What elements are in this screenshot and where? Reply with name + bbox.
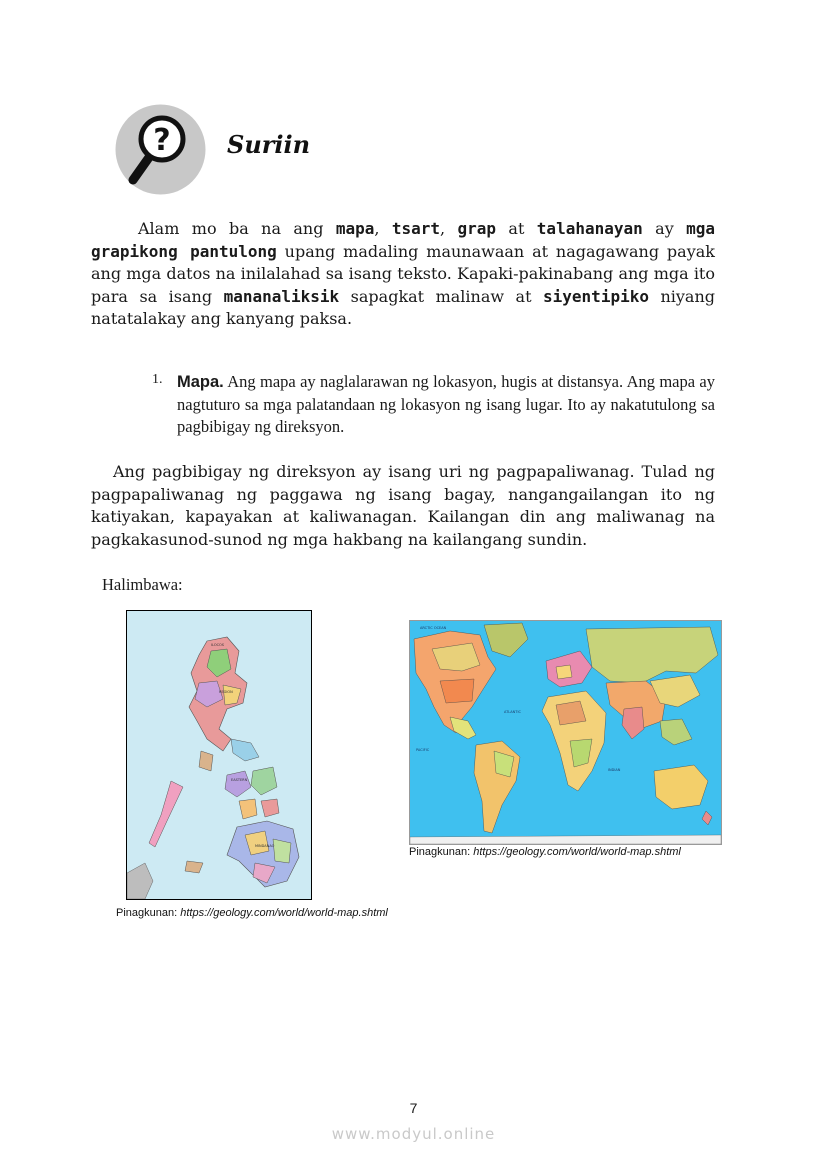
list-item bbox=[152, 371, 715, 439]
term-mananaliksik: mananaliksik bbox=[223, 286, 340, 306]
svg-text:REGION: REGION bbox=[219, 690, 233, 694]
list-term: Mapa. bbox=[177, 373, 224, 391]
direction-paragraph: Ang pagbibigay ng direksyon ay isang uri ng pagpapaliwanag. Tulad ng pagpapaliwanag ng paggawa ng isang bagay, nangangailangan ito ng katiyakan, kapayakan at kaliwanagan. Kailangan din ang maliwanag na pagkakasunod-sunod ng mga hakbang na kailangang sundin. bbox=[91, 462, 715, 549]
term-grapikong-pantulong: mga grapikong pantulong bbox=[91, 219, 716, 261]
page-number: 7 bbox=[409, 1100, 418, 1116]
svg-text:INDIAN: INDIAN bbox=[608, 768, 621, 772]
list-item-body: Mapa. Ang mapa ay naglalarawan ng lokasyon, hugis at distansya. Ang mapa ay nagtuturo sa mga palatandaan ng lokasyon ng isang lugar. Ito ay nakatutulong sa pagbibigay ng direksyon. bbox=[177, 372, 715, 436]
list-number: 1. bbox=[152, 372, 163, 387]
example-label: Halimbawa: bbox=[102, 575, 183, 594]
philippines-map-image bbox=[126, 610, 312, 900]
term-tsart: tsart bbox=[391, 219, 441, 238]
world-map-image bbox=[409, 620, 722, 845]
svg-text:EASTERN: EASTERN bbox=[231, 778, 248, 782]
svg-text:ATLANTIC: ATLANTIC bbox=[504, 710, 521, 714]
world-map-source-link[interactable]: https://geology.com/world/world-map.shtml bbox=[473, 846, 681, 858]
philippines-map-caption: Pinagkunan: https://geology.com/world/world-map.shtml bbox=[116, 907, 388, 919]
svg-text:ILOCOS: ILOCOS bbox=[211, 643, 225, 647]
svg-text:MINDANAO: MINDANAO bbox=[255, 844, 275, 848]
magnifier-question-icon bbox=[115, 104, 206, 195]
term-talahanayan: talahanayan bbox=[536, 219, 643, 238]
term-siyentipiko: siyentipiko bbox=[543, 286, 649, 306]
world-map-caption: Pinagkunan: https://geology.com/world/world-map.shtml bbox=[409, 846, 681, 858]
intro-paragraph: Alam mo ba na ang mapa, tsart, grap at talahanayan ay mga grapikong pantulong upang madaling maunawaan at nagagawang payak ang mga datos na inilalahad sa isang teksto. Kapaki-pakinabang ang mga ito para sa isang mananaliksik sapagkat malinaw at siyentipiko niyang natatalakay ang kanyang paksa. bbox=[91, 219, 716, 328]
term-mapa: mapa bbox=[335, 219, 375, 238]
svg-text:?: ? bbox=[153, 123, 171, 158]
watermark: www.modyul.online bbox=[331, 1125, 496, 1143]
section-title: Suriin bbox=[227, 130, 311, 159]
svg-text:ARCTIC OCEAN: ARCTIC OCEAN bbox=[420, 626, 447, 630]
svg-text:PACIFIC: PACIFIC bbox=[416, 748, 430, 752]
philippines-map-source-link[interactable]: https://geology.com/world/world-map.shtml bbox=[180, 907, 388, 919]
term-grap: grap bbox=[457, 219, 497, 238]
